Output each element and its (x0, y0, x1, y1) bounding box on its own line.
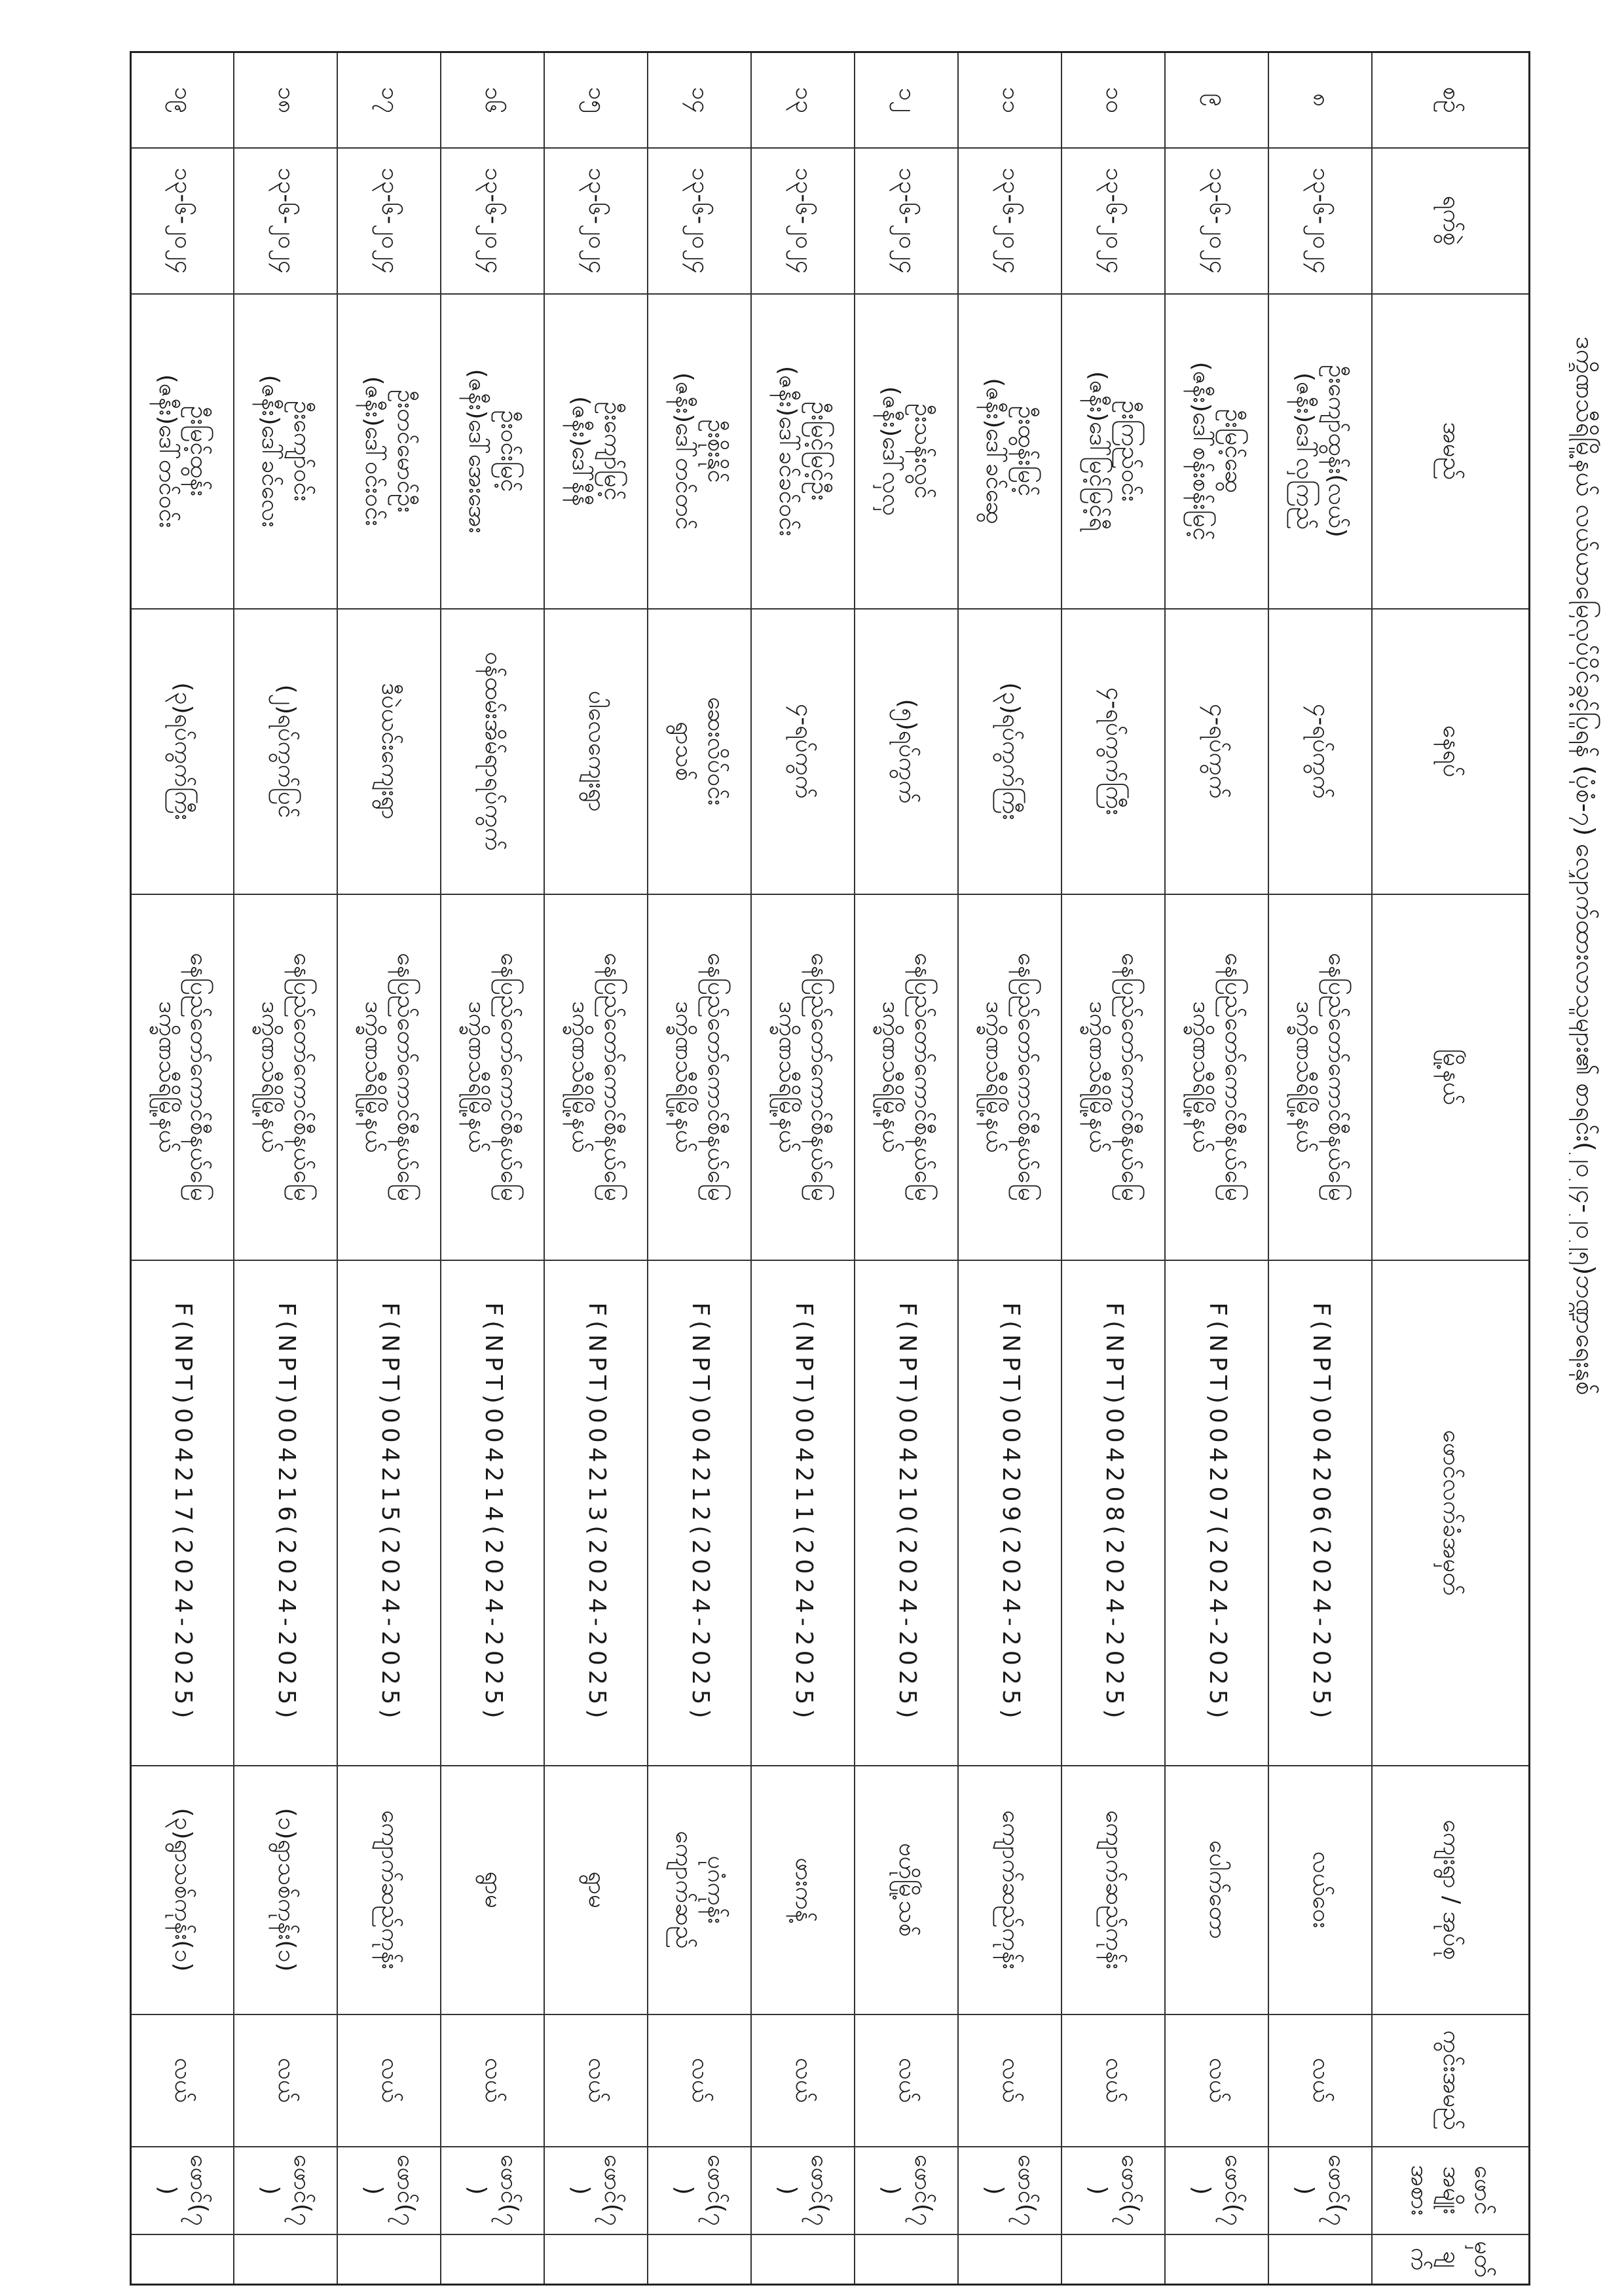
applicant-name-line: ဦးကျော်မြင့် (599, 401, 627, 501)
document-title: ဒက္ခိဏသီရိမြို့နယ် လယ်ယာမြေလုပ်ပိုင်ခွင့်ပြုရန် (ပုံစံ-၇) လျှောက်ထားလာသူများ၏ စာရင်း(၂၀၂၄-၂၀၂၅)ဘဏ္ဍာရေးနှစ် (1571, 337, 1600, 1396)
header-form-number: ဖောင်လက်ခံအမှတ် (1373, 1260, 1530, 1766)
form-type-cell: ဖောင်(၇) (959, 2147, 1062, 2234)
applicant-name-cell (1062, 294, 1166, 609)
table-row (1062, 52, 1166, 2285)
address-line: ၄-ရပ်ကွက် (790, 704, 817, 799)
township-line: နေပြည်တော်ကောင်စီနယ်မြေ (392, 953, 420, 1201)
township-line: ဒက္ခိဏသီရိမြို့နယ် (1188, 1001, 1215, 1153)
applicant-name-line: ဦးကြည်ဝင်း (1116, 400, 1144, 502)
applicant-name-line: ဦးထွန်းမြင့် (1013, 405, 1041, 497)
township-cell (959, 894, 1062, 1260)
serial-number-cell: ၁၈ (234, 52, 338, 148)
township-line: ဒက္ခိဏသီရိမြို့နယ် (877, 1001, 905, 1153)
township-line: နေပြည်တော်ကောင်စီနယ်မြေ (1116, 953, 1144, 1201)
applicant-name-cell (648, 294, 752, 609)
village-cell (752, 1766, 855, 2014)
remark-cell (752, 2234, 855, 2285)
applicant-name-cell (441, 294, 545, 609)
address-cell (338, 609, 441, 894)
township-cell (234, 894, 338, 1260)
form-number-cell: F(NPT)004208(2024-2025) (1062, 1260, 1166, 1766)
township-line: ဒက္ခိဏသီရိမြို့နယ် (153, 1001, 181, 1153)
table-row (234, 52, 338, 2285)
applicant-name-line: (ဇနီး)ဒေါ်လှကြည် (1291, 372, 1319, 530)
field-cell: လယ် (338, 2014, 441, 2147)
applicant-name-line: (ဇနီး)ဒေါ်ခင်ခင်ဝင်း (774, 365, 802, 537)
field-cell: လယ် (959, 2014, 1062, 2147)
form-number-cell: F(NPT)004206(2024-2025) (1269, 1260, 1373, 1766)
township-cell (648, 894, 752, 1260)
address-line: ဒီပဲယင်းကျေးရွာ (376, 683, 403, 820)
date-cell: ၁၃-၆-၂၀၂၄ (959, 148, 1062, 294)
header-serial: စဉ် (1373, 52, 1530, 148)
field-cell: လယ် (1269, 2014, 1373, 2147)
township-line: ဒက္ခိဏသီရိမြို့နယ် (981, 1001, 1008, 1153)
serial-number-cell: ၁၇ (338, 52, 441, 148)
township-line: နေပြည်တော်ကောင်စီနယ်မြေ (496, 953, 523, 1201)
address-cell (1166, 609, 1269, 894)
serial-number-cell: ၁၀ (1062, 52, 1166, 148)
village-line: ကျောက်ဆည်ကုန်း (1100, 1810, 1128, 1970)
address-line: ဆေးလိပ်ဝင်း (703, 697, 730, 806)
form-type-cell: ဖောင်(၇) (648, 2147, 752, 2234)
remark-cell (441, 2234, 545, 2285)
field-cell: လယ် (648, 2014, 752, 2147)
form-type-cell: ဖောင်(၇) (234, 2147, 338, 2234)
serial-number-cell: ၁၁ (959, 52, 1062, 148)
form-type-cell: ဖောင်(၇) (752, 2147, 855, 2234)
applicant-name-line: (ဇနီး)ဒေါ်အေးအေး (464, 369, 491, 534)
address-cell (959, 609, 1062, 894)
application-register-table (130, 51, 1530, 2286)
applicant-name-line: ဦးစိုးနိုင် (703, 419, 730, 483)
form-number-cell: F(NPT)004211(2024-2025) (752, 1260, 855, 1766)
header-field: ကွင်းအမည် (1373, 2014, 1530, 2147)
form-type-cell: ဖောင်(၇) (545, 2147, 648, 2234)
applicant-name-line: ဦးသန်းလွင် (910, 403, 937, 499)
village-line: ဖားကန့် (790, 1857, 817, 1922)
village-cell (959, 1766, 1062, 2014)
address-line: (၃)ရပ်ကွက်ကြီး (170, 682, 197, 820)
date-cell: ၁၃-၆-၂၀၂၄ (545, 148, 648, 294)
header-address: နေရပ် (1373, 609, 1530, 894)
village-line: ကျောက်ဆည် (671, 1831, 698, 1949)
table-row (648, 52, 752, 2285)
township-line: နေပြည်တော်ကောင်စီနယ်မြေ (703, 953, 730, 1201)
address-cell (1062, 609, 1166, 894)
address-line: ပါလေကျေးရွာ (583, 690, 610, 812)
address-cell (131, 609, 234, 894)
serial-number-cell: ၁၅ (545, 52, 648, 148)
applicant-name-cell (234, 294, 338, 609)
township-line: ဒက္ခိဏသီရိမြို့နယ် (671, 1001, 698, 1153)
table-row (338, 52, 441, 2285)
field-cell: လယ် (441, 2014, 545, 2147)
village-line: လယ်ဝေး (1307, 1851, 1335, 1929)
serial-number-cell: ၈ (1269, 52, 1373, 148)
township-cell (131, 894, 234, 1260)
form-number-cell: F(NPT)004216(2024-2025) (234, 1260, 338, 1766)
address-line: (၅)ရပ်ကွက် (893, 699, 921, 804)
field-cell: လယ် (131, 2014, 234, 2147)
address-line: ဝန်ထမ်းအိမ်ရာရပ်ကွက် (479, 651, 507, 851)
remark-cell (855, 2234, 959, 2285)
date-cell: ၁၃-၆-၂၀၂၄ (131, 148, 234, 294)
applicant-name-line: (ဇနီး)ဒေါ်ခင်လေး (257, 374, 284, 528)
village-line: ပေါက်တော (1204, 1840, 1231, 1939)
remark-cell (338, 2234, 441, 2285)
applicant-name-line: ဦးတင်မောင်ဦး (392, 389, 420, 513)
applicant-name-line: (ဇနီး)ဒေါ်စန်းစန်းမြင့် (1188, 361, 1215, 541)
village-cell (441, 1766, 545, 2014)
applicant-name-cell (1269, 294, 1373, 609)
form-number-cell: F(NPT)004214(2024-2025) (441, 1260, 545, 1766)
remark-cell (1269, 2234, 1373, 2285)
applicant-name-cell (1166, 294, 1269, 609)
serial-number-cell: ၉ (1166, 52, 1269, 148)
serial-number-cell: ၁၉ (131, 52, 234, 148)
table-header-row (1373, 52, 1530, 2285)
date-cell: ၁၃-၆-၂၀၂၄ (234, 148, 338, 294)
village-cell (545, 1766, 648, 2014)
township-line: နေပြည်တော်ကောင်စီနယ်မြေ (289, 953, 316, 1201)
remark-cell (1166, 2234, 1269, 2285)
applicant-name-line: ဦးမြင့်မြင့်ဦး (806, 401, 834, 501)
address-line: ၄-ရပ်ကွက်ကြီး (1100, 687, 1128, 816)
remark-cell (545, 2234, 648, 2285)
table-row (1166, 52, 1269, 2285)
village-cell (234, 1766, 338, 2014)
village-cell (338, 1766, 441, 2014)
village-cell (1269, 1766, 1373, 2014)
serial-number-cell: ၁၄ (648, 52, 752, 148)
township-line: ဒက္ခိဏသီရိမြို့နယ် (1291, 1001, 1319, 1153)
township-line: ဒက္ခိဏသီရိမြို့နယ် (464, 1001, 491, 1153)
address-cell (648, 609, 752, 894)
form-type-cell: ဖောင်(၇) (131, 2147, 234, 2234)
table-row (131, 52, 234, 2285)
applicant-name-cell (545, 294, 648, 609)
village-line: (၃)ရွာသစ်ကုန်း(၁) (170, 1808, 197, 1972)
header-name: အမည် (1373, 294, 1530, 609)
serial-number-cell: ၁၃ (752, 52, 855, 148)
township-cell (338, 894, 441, 1260)
table-body (131, 52, 1373, 2285)
applicant-name-line: (ဇနီး)ဒေါ်နီနီ (567, 396, 595, 506)
township-line: ဒက္ခိဏသီရိမြို့နယ် (360, 1001, 388, 1153)
township-line: နေပြည်တော်ကောင်စီနယ်မြေ (910, 953, 937, 1201)
village-cell (1166, 1766, 1269, 2014)
remark-cell (131, 2234, 234, 2285)
village-line: ဗဟိုမြို့သစ် (893, 1842, 921, 1937)
date-cell: ၁၃-၆-၂၀၂၄ (648, 148, 752, 294)
date-cell: ၁၃-၆-၂၀၂၄ (1166, 148, 1269, 294)
village-cell (1062, 1766, 1166, 2014)
address-cell (441, 609, 545, 894)
applicant-name-line: (ဇနီး)ဒေါ်လှလှ (877, 386, 905, 516)
table-row (855, 52, 959, 2285)
form-number-cell: F(NPT)004213(2024-2025) (545, 1260, 648, 1766)
form-number-cell: F(NPT)004215(2024-2025) (338, 1260, 441, 1766)
address-cell (752, 609, 855, 894)
serial-number-cell: ၁၂ (855, 52, 959, 148)
remark-cell (234, 2234, 338, 2285)
field-cell: လယ် (234, 2014, 338, 2147)
township-line: နေပြည်တော်ကောင်စီနယ်မြေ (1220, 953, 1247, 1201)
village-line: (၁)ရွာသစ်ကုန်း(၁) (272, 1808, 300, 1972)
applicant-name-cell (855, 294, 959, 609)
date-cell: ၁၃-၆-၂၀၂၄ (855, 148, 959, 294)
form-type-cell: ဖောင်(၇) (441, 2147, 545, 2234)
form-number-cell: F(NPT)004210(2024-2025) (855, 1260, 959, 1766)
village-cell (648, 1766, 752, 2014)
table-row (441, 52, 545, 2285)
applicant-name-line: ဦးကျော်ထွန်း(လယ်) (1323, 365, 1351, 538)
remark-cell (648, 2234, 752, 2285)
header-form-type: ဖောင်အမျိုးအစား (1373, 2147, 1530, 2234)
township-line: ဒက္ခိဏသီရိမြို့နယ် (567, 1001, 595, 1153)
township-line: နေပြည်တော်ကောင်စီနယ်မြေ (599, 953, 627, 1201)
township-line: နေပြည်တော်ကောင်စီနယ်မြေ (806, 953, 834, 1201)
applicant-name-line: (ဇနီး)ဒေါ်တင်ဝင်း (153, 374, 181, 528)
village-line: ကျောက်ဆည်ကုန်း (997, 1810, 1024, 1970)
header-township: မြို့နယ် (1373, 894, 1530, 1260)
field-cell: လယ် (752, 2014, 855, 2147)
applicant-name-line: (ဇနီး)ဒေါ်ဝင်းဝင်း (360, 376, 388, 526)
form-type-cell: ဖောင်(၇) (1166, 2147, 1269, 2234)
field-cell: လယ် (545, 2014, 648, 2147)
township-cell (441, 894, 545, 1260)
township-line: ဒက္ခိဏသီရိမြို့နယ် (257, 1001, 284, 1153)
date-cell: ၁၃-၆-၂၀၂၄ (338, 148, 441, 294)
table-row (752, 52, 855, 2285)
form-type-cell: ဖောင်(၇) (1062, 2147, 1166, 2234)
date-cell: ၁၃-၆-၂၀၂၄ (1062, 148, 1166, 294)
table-row (545, 52, 648, 2285)
applicant-name-line: (ဇနီး)ဒေါ်တင်တင် (671, 372, 698, 530)
township-line: နေပြည်တော်ကောင်စီနယ်မြေ (1013, 953, 1041, 1201)
township-cell (855, 894, 959, 1260)
header-remark: မှတ်ချက် (1373, 2234, 1530, 2285)
remark-cell (959, 2234, 1062, 2285)
township-cell (752, 894, 855, 1260)
applicant-name-cell (131, 294, 234, 609)
form-type-cell: ဖောင်(၇) (1269, 2147, 1373, 2234)
applicant-name-line: (ဇနီး)ဒေါ်ခင်ဆွေ (981, 378, 1008, 524)
address-line: ၄-ရပ်ကွက် (1204, 704, 1231, 799)
applicant-name-cell (959, 294, 1062, 609)
township-cell (1166, 894, 1269, 1260)
village-line: ကျောက်ဆည်ကုန်း (376, 1810, 403, 1970)
field-cell: လယ် (1062, 2014, 1166, 2147)
date-cell: ၁၃-၆-၂၀၂၄ (1269, 148, 1373, 294)
township-cell (1062, 894, 1166, 1260)
village-cell (131, 1766, 234, 2014)
date-cell: ၁၃-၆-၂၀၂၄ (752, 148, 855, 294)
township-cell (545, 894, 648, 1260)
form-type-cell: ဖောင်(၇) (855, 2147, 959, 2234)
applicant-name-line: ဦးမြင့်ထွန်း (185, 405, 213, 497)
header-date: ရက်စွဲ (1373, 148, 1530, 294)
township-line: ဒက္ခိဏသီရိမြို့နယ် (1084, 1001, 1112, 1153)
village-line: ပုဂံကုန်း (703, 1855, 730, 1924)
address-line: ၄-ရပ်ကွက် (1307, 704, 1335, 799)
table-row (959, 52, 1062, 2285)
address-line: ရွာသစ် (671, 721, 698, 781)
table-row (1269, 52, 1373, 2285)
form-number-cell: F(NPT)004209(2024-2025) (959, 1260, 1062, 1766)
township-cell (1269, 894, 1373, 1260)
serial-number-cell: ၁၆ (441, 52, 545, 148)
header-village: ကျေးရွာ / အုပ်စု (1373, 1766, 1530, 2014)
address-cell (545, 609, 648, 894)
applicant-name-line: ဦးကျော်ဝင်း (289, 401, 316, 501)
field-cell: လယ် (855, 2014, 959, 2147)
applicant-name-cell (338, 294, 441, 609)
form-number-cell: F(NPT)004207(2024-2025) (1166, 1260, 1269, 1766)
township-line: နေပြည်တော်ကောင်စီနယ်မြေ (185, 953, 213, 1201)
village-line: ရွာမ (479, 1871, 507, 1908)
village-line: ရွာမ (583, 1871, 610, 1908)
address-cell (234, 609, 338, 894)
address-line: (၂)ရပ်ကွက်ပြင် (272, 684, 300, 818)
form-type-cell: ဖောင်(၇) (338, 2147, 441, 2234)
applicant-name-cell (752, 294, 855, 609)
applicant-name-line: ဦးမြင့်ဆွေ (1220, 409, 1247, 494)
form-number-cell: F(NPT)004217(2024-2025) (131, 1260, 234, 1766)
field-cell: လယ် (1166, 2014, 1269, 2147)
township-line: နေပြည်တော်ကောင်စီနယ်မြေ (1323, 953, 1351, 1201)
village-cell (855, 1766, 959, 2014)
date-cell: ၁၃-၆-၂၀၂၄ (441, 148, 545, 294)
township-line: ဒက္ခိဏသီရိမြို့နယ် (774, 1001, 802, 1153)
address-cell (855, 609, 959, 894)
form-number-cell: F(NPT)004212(2024-2025) (648, 1260, 752, 1766)
address-cell (1269, 609, 1373, 894)
applicant-name-line: ဦးဝင်းမြင့် (496, 410, 523, 492)
document-sheet (124, 46, 1617, 2285)
address-line: (၃)ရပ်ကွက်ကြီး (997, 682, 1024, 820)
remark-cell (1062, 2234, 1166, 2285)
applicant-name-line: (ဇနီး)ဒေါ်မြင့်မြင့်ရီ (1084, 371, 1112, 532)
